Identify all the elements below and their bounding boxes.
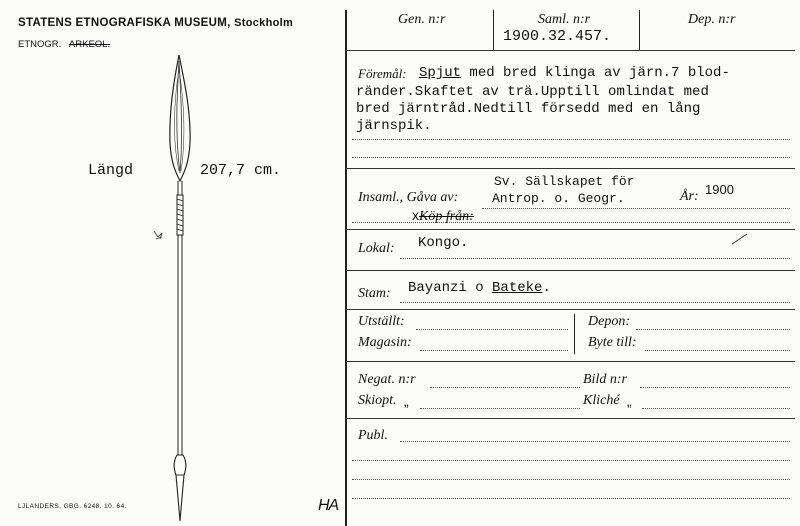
magasin-dotted xyxy=(420,350,568,351)
department-line xyxy=(18,39,110,50)
handwritten-mark: HA xyxy=(318,497,339,514)
museum-name: STATENS ETNOGRAFISKA MUSEUM, xyxy=(18,17,231,29)
saml-label: Saml. n:r xyxy=(538,12,591,27)
spear-drawing xyxy=(140,55,220,525)
kop-struck-prefix: x xyxy=(412,207,419,223)
foremal-line-2: ränder.Skaftet av trä.Upptill omlindat med xyxy=(356,84,709,100)
negat-dotted xyxy=(430,387,580,388)
museum-header xyxy=(18,17,293,29)
ar-value: 1900 xyxy=(705,182,734,197)
bild-dotted xyxy=(640,387,790,388)
skiopt-dotted xyxy=(420,408,580,409)
skiopt-value: „ xyxy=(404,393,409,409)
lokal-pen-mark xyxy=(730,232,750,246)
dep-label: Dep. n:r xyxy=(688,12,736,27)
kliche-label: Kliché xyxy=(583,393,620,408)
publ-dotted-1 xyxy=(400,441,790,442)
byte-dotted xyxy=(645,350,790,351)
top-row-line xyxy=(345,50,795,51)
stam-value-pre: Bayanzi o xyxy=(408,280,493,296)
top-divider-1 xyxy=(493,10,494,50)
insaml-line-1: Sv. Sällskapet för xyxy=(494,174,635,189)
lokal-bottom-line xyxy=(345,270,795,271)
kliche-value: „ xyxy=(627,393,632,409)
foremal-line-3: bred järntråd.Nedtill försedd med en lång xyxy=(356,101,701,117)
top-divider-2 xyxy=(639,10,640,50)
insaml-dotted-2 xyxy=(352,222,790,223)
foremal-line-1-rest: med bred klinga av järn.7 blod- xyxy=(461,65,730,81)
foremal-first-word: Spjut xyxy=(419,65,462,81)
depon-dotted xyxy=(636,329,790,330)
insaml-dotted xyxy=(482,208,790,209)
foremal-line-1 xyxy=(419,65,730,82)
gen-label: Gen. n:r xyxy=(398,12,446,27)
lokal-value: Kongo. xyxy=(418,235,469,251)
foremal-bottom-line xyxy=(345,168,795,169)
stam-dotted xyxy=(400,302,790,303)
bild-label: Bild n:r xyxy=(583,372,627,387)
kop-label-struck: Köp från: xyxy=(419,209,474,224)
department-etnogr: ETNOGR. xyxy=(18,39,62,50)
department-arkeol-struck: ARKEOL. xyxy=(68,39,111,50)
negat-label: Negat. n:r xyxy=(358,372,416,387)
insaml-bottom-line xyxy=(345,229,795,230)
length-value: 207,7 cm. xyxy=(200,162,282,179)
negat-bottom-line xyxy=(345,418,795,419)
byte-label: Byte till: xyxy=(588,335,637,350)
lokal-dotted xyxy=(400,258,790,259)
lokal-label: Lokal: xyxy=(358,241,395,256)
printer-imprint: LJLANDERS, GBG. 6248. 10. 64. xyxy=(18,503,127,510)
publ-dotted-4 xyxy=(352,498,790,499)
stam-value xyxy=(408,280,551,297)
utstallt-label: Utställt: xyxy=(358,314,405,329)
insaml-label: Insaml., Gåva av: xyxy=(358,190,459,205)
stam-value-underlined: Bateke xyxy=(492,280,543,296)
foremal-dotted-2 xyxy=(352,157,790,158)
utstallt-divider xyxy=(574,314,575,354)
length-label: Längd xyxy=(88,162,134,179)
museum-city: Stockholm xyxy=(234,17,294,29)
stam-bottom-line xyxy=(345,309,795,310)
ar-label: År: xyxy=(680,189,699,204)
stam-value-post: . xyxy=(542,280,551,296)
card-left-border xyxy=(345,10,347,526)
foremal-dotted-1 xyxy=(352,139,790,140)
publ-label: Publ. xyxy=(358,428,388,443)
depon-label: Depon: xyxy=(588,314,630,329)
publ-dotted-3 xyxy=(352,479,790,480)
insaml-line-2: Antrop. o. Geogr. xyxy=(492,191,625,206)
stam-label: Stam: xyxy=(358,286,391,301)
foremal-label: Föremål: xyxy=(358,66,407,81)
foremal-line-4: järnspik. xyxy=(356,118,432,134)
utstallt-bottom-line xyxy=(345,361,795,362)
publ-dotted-2 xyxy=(352,460,790,461)
magasin-label: Magasin: xyxy=(358,335,412,350)
kliche-dotted xyxy=(642,408,790,409)
skiopt-label: Skiopt. xyxy=(358,393,397,408)
saml-value: 1900.32.457. xyxy=(503,28,612,45)
utstallt-dotted xyxy=(416,329,568,330)
